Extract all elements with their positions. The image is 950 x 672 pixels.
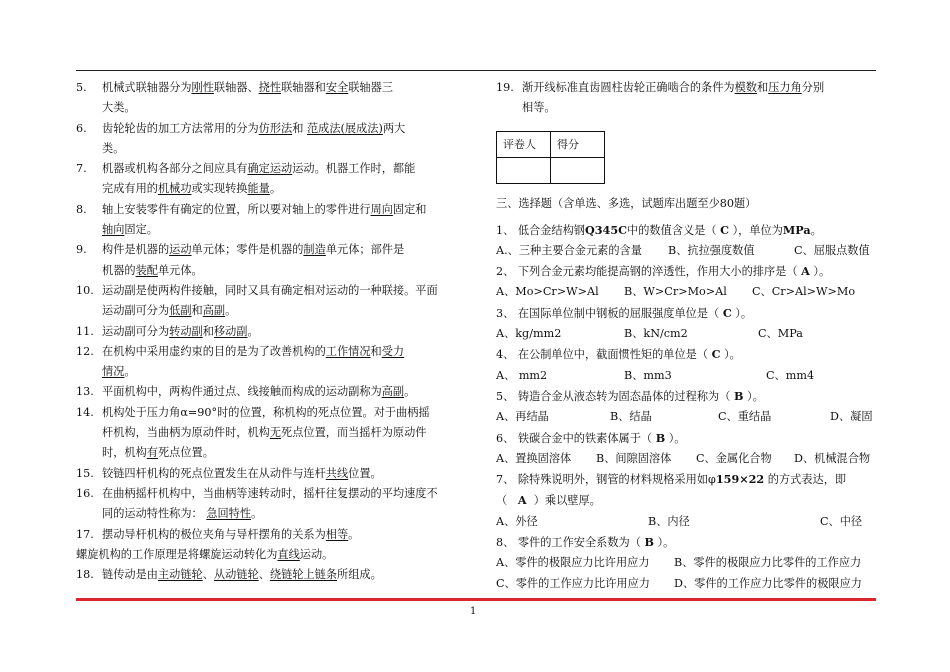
score-header: 得分 [551, 131, 605, 157]
question-17: 17. 摆动导杆机构的极位夹角与导杆摆角的关系为相等。 [76, 527, 360, 541]
score-cell[interactable] [551, 157, 605, 183]
choice-options-1: A.、三种主要合金元素的含量 B、抗拉强度数值 C、屈服点数值 [496, 243, 870, 257]
answer-blank: 急回特性 [206, 507, 252, 521]
choice-question-4: 4、 在公制单位中，截面惯性矩的单位是（ C ）。 [496, 347, 741, 362]
score-table [496, 131, 605, 184]
answer-blank: 范成法(展成法) [306, 121, 383, 135]
answer-blank: 直线 [277, 547, 300, 561]
choice-options-5: A、再结晶 B、结晶 C、重结晶 D、凝固 [496, 410, 873, 424]
answer: B [644, 535, 654, 550]
choice-question-3: 3、 在国际单位制中钢板的屈服强度单位是（ C ）。 [496, 305, 753, 320]
choice-question-1: 1、 低合金结构钢Q345C中的数值含义是（ C ），单位为MPa。 [496, 222, 822, 237]
question-19: 19. 渐开线标准直齿圆柱齿轮正确啮合的条件为模数和压力角分别 相等。 [496, 81, 825, 115]
page-number: 1 [470, 606, 477, 617]
answer-blank: 高副 [381, 385, 405, 399]
choice-options-2: A、Mo>Cr>W>Al B、W>Cr>Mo>Al C、Cr>Al>W>Mo [496, 285, 856, 299]
question-15: 15. 铰链四杆机构的死点位置发生在从动件与连杆共线位置。 [76, 466, 382, 480]
answer-blank: 移动副 [213, 324, 248, 338]
question-9: 9. 构件是机器的运动单元体；零件是机器的制造单元体；部件是 机器的装配单元体。 [76, 243, 405, 277]
answer-blank: 装配 [135, 263, 158, 277]
answer-blank: 高副 [202, 304, 226, 318]
choice-question-5: 5、 铸造合金从液态转为固态晶体的过程称为（ B ）。 [496, 388, 764, 403]
answer-blank: 情况 [102, 365, 125, 379]
answer-blank: 绕链轮上链条 [269, 568, 338, 582]
question-10: 10. 运动副是使两构件接触，同时又具有确定相对运动的一种联接。平面 运动副可分为低副和高副。 [76, 283, 438, 318]
footer-rule [76, 598, 876, 601]
answer: B [655, 430, 666, 445]
answer-blank: 主动链轮 [157, 568, 203, 582]
question-12: 12. 在机构中采用虚约束的目的是为了改善机构的工作情况和受力 情况。 [76, 344, 405, 379]
question-16: 16. 在曲柄摇杆机构中，当曲柄等速转动时，摇杆往复摆动的平均速度不 同的运动特性称为： 急回特性。 [76, 486, 438, 521]
choice-options-8b: C、零件的工作应力比许用应力 D、零件的工作应力比零件的极限应力 [496, 576, 862, 590]
answer-blank: 有 [146, 446, 158, 460]
answer-blank: 共线 [325, 466, 349, 480]
answer-blank: 安全 [325, 81, 349, 94]
section-title: 三、选择题（含单选、多选，试题库出题至少80题） [496, 196, 757, 210]
answer: C [720, 222, 729, 237]
answer-blank: 周向 [370, 202, 393, 216]
screw-mechanism-line: 螺旋机构的工作原理是将螺旋运动转化为直线运动。 [76, 547, 334, 561]
question-18: 18. 链传动是由主动链轮、从动链轮、绕链轮上链条所组成。 [76, 568, 382, 582]
reviewer-cell[interactable] [497, 157, 551, 183]
answer-blank: 相等 [325, 527, 349, 541]
choice-options-3: A、kg/mm2 B、kN/cm2 C、MPa [496, 327, 803, 341]
answer-blank: 能量 [247, 182, 270, 196]
answer-blank: 机械功 [157, 182, 192, 196]
answer-blank: 压力角 [768, 81, 802, 94]
reviewer-header: 评卷人 [497, 131, 551, 157]
question-6: 6. 齿轮轮齿的加工方法常用的分为仿形法和 范成法(展成法)两大 类。 [76, 121, 406, 155]
question-11: 11. 运动副可分为转动副和移动副。 [76, 324, 259, 338]
answer: C [722, 305, 732, 320]
choice-options-7: A、外径 B、内径 C、中径 [496, 514, 863, 528]
question-5: 5. 机械式联轴器分为刚性联轴器、挠性联轴器和安全联轴器三 大类。 [76, 81, 393, 115]
question-13: 13. 平面机构中，两构件通过点、线接触而构成的运动副称为高副。 [76, 385, 416, 399]
question-8: 8. 轴上安装零件有确定的位置，所以要对轴上的零件进行周向固定和 轴向固定。 [76, 202, 427, 237]
right-column [496, 78, 880, 594]
choice-question-7: 7、 除特殊说明外，钢管的材料规格采用如φ159×22 的方式表达，即 （ A ）乘以壁厚。 [496, 472, 847, 508]
answer-blank: 挠性 [258, 81, 282, 94]
answer-blank: 轴向 [102, 223, 125, 237]
answer-blank: 低副 [169, 304, 192, 318]
choice-question-8: 8、 零件的工作安全系数为（ B ）。 [496, 535, 675, 550]
left-column [76, 78, 460, 585]
question-7: 7. 机器或机构各部分之间应具有确定运动运动。机器工作时，都能 完成有用的机械功或实现转换能量。 [76, 162, 416, 196]
answer-blank: 制造 [303, 243, 326, 257]
header-rule [76, 70, 876, 71]
answer-blank: 受力 [381, 344, 405, 358]
choice-options-8a: A、零件的极限应力比许用应力 B、零件的极限应力比零件的工作应力 [496, 556, 862, 570]
answer: B [734, 388, 744, 403]
question-14: 14. 机构处于压力角α=90°时的位置，称机构的死点位置。对于曲柄摇 杆机构，当曲柄为原动件时，机构无死点位置，而当摇杆为原动件 时，机构有死点位置。 [76, 405, 430, 460]
answer-blank: 仿形法 [258, 121, 293, 135]
choice-question-2: 2、 下列合金元素均能提高钢的淬透性，作用大小的排序是（ A ）。 [496, 264, 831, 279]
answer-blank: 模数 [734, 81, 757, 94]
answer: A [801, 264, 810, 279]
choice-options-4: A、 mm2 B、mm3 C、mm4 [496, 368, 815, 382]
answer-blank: 无 [269, 426, 282, 440]
answer-blank: 转动副 [169, 324, 203, 338]
answer-blank: 工作情况 [325, 344, 371, 358]
answer: C [711, 347, 721, 362]
answer-blank: 确定运动 [247, 162, 293, 176]
choice-question-6: 6、 铁碳合金中的铁素体属于（ B ）。 [496, 430, 686, 445]
answer: A [517, 493, 527, 508]
answer-blank: 从动链轮 [213, 568, 259, 582]
answer-blank: 刚性 [191, 81, 214, 94]
choice-options-6: A、置换固溶体 B、间隙固溶体 C、金属化合物 D、机械混合物 [496, 451, 871, 465]
answer-blank: 运动 [169, 243, 192, 257]
